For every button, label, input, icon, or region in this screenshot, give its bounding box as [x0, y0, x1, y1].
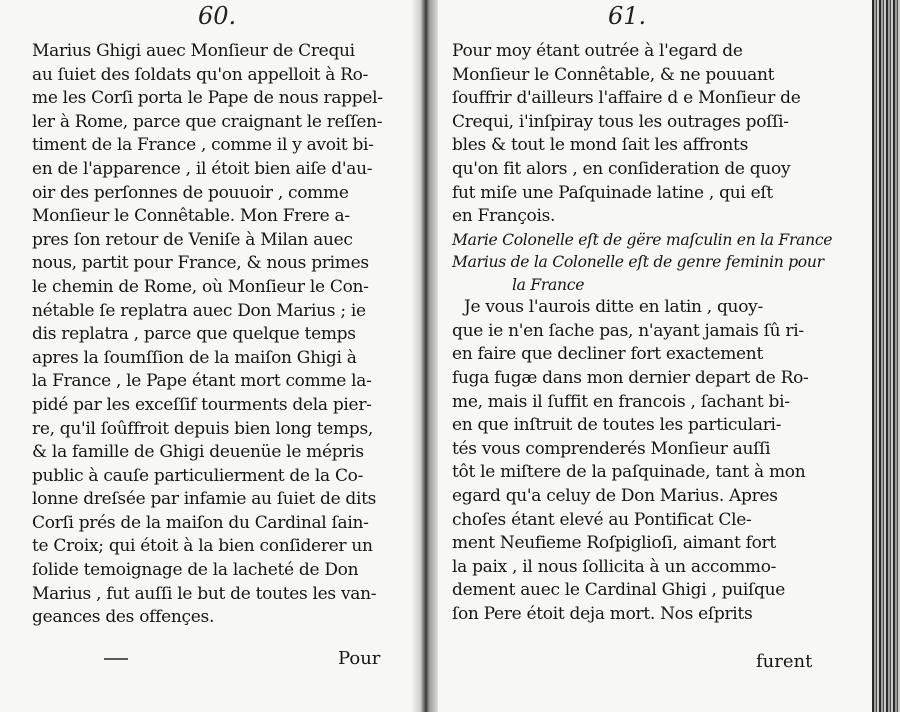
page-number-left: 60. — [198, 2, 237, 30]
text-line: dis replatra , parce que quelque temps — [32, 324, 356, 345]
book-gutter — [412, 0, 440, 712]
text-line: Marius , fut auſſi le but de toutes les van- — [32, 583, 377, 604]
text-line: fuga fugæ dans mon dernier depart de Ro- — [452, 368, 809, 389]
text-line: oir des perſonnes de pouuoir , comme — [32, 182, 349, 203]
text-line: la France , le Pape étant mort comme la- — [32, 371, 372, 392]
left-page — [0, 0, 424, 712]
text-line: en François. — [452, 206, 556, 227]
text-line: public à cauſe particulierment de la Co- — [32, 465, 364, 486]
text-line: te Croix; qui étoit à la bien conſiderer un — [32, 536, 373, 557]
text-line: me, mais il ſuffit en francois , ſachant bi- — [452, 391, 790, 412]
text-line: lonne dreſsée par infamie au ſuiet de dits — [32, 489, 377, 510]
catchword-right: furent — [756, 651, 813, 672]
text-line: au ſuiet des ſoldats qu'on appelloit à Ro- — [32, 64, 369, 85]
text-line: ſolide temoignage de la lacheté de Don — [32, 560, 359, 581]
text-line: Monſieur le Connêtable, & ne pouuant — [452, 64, 775, 85]
text-line: me les Corſi porta le Pape de nous rappel- — [32, 88, 383, 109]
text-line: ſouffrir d'ailleurs l'affaire d e Monſieur de — [452, 88, 801, 109]
text-line: & la famille de Ghigi deuenüe le mépris — [32, 442, 364, 463]
text-line: Crequi, i'inſpiray tous les outrages poſſi- — [452, 111, 789, 132]
text-line: tés vous comprenderés Monſieur auſſi — [452, 438, 771, 459]
text-line: Marius Ghigi auec Monſieur de Crequi — [32, 41, 355, 61]
text-line: nous, partit pour France, & nous primes — [32, 253, 369, 274]
text-line: bles & tout le mond ſait les affronts — [452, 135, 748, 156]
text-line: qu'on fit alors , en conſideration de quoy — [452, 158, 791, 179]
text-line: que ie n'en ſache pas, n'ayant jamais ſû ri- — [452, 320, 804, 341]
text-line: dement auec le Cardinal Ghigi , puiſque — [452, 580, 786, 601]
text-line: la paix , il nous ſollicita à un accommo- — [452, 556, 777, 577]
text-line: ſon Pere étoit deja mort. Nos eſprits — [452, 603, 753, 624]
text-line: Corſi prés de la maiſon du Cardinal ſain- — [32, 512, 369, 533]
page-edges — [872, 0, 900, 712]
left-page-text — [32, 40, 414, 630]
text-line: geances des offençes. — [32, 607, 215, 628]
text-line: en faire que decliner fort exactement — [452, 344, 763, 365]
text-line: fut miſe une Paſquinade latine , qui eſt — [452, 182, 773, 203]
text-line: Je vous l'aurois ditte en latin , quoy- — [464, 297, 763, 318]
pasquinade-title-line: Marius de la Colonelle eſt de genre feminin pour — [452, 253, 824, 272]
right-page — [438, 0, 880, 712]
page-number-right: 61. — [608, 2, 647, 30]
text-line: en que inſtruit de toutes les particulari- — [452, 415, 782, 436]
text-line: nétable ſe replatra auec Don Marius ; ie — [32, 300, 366, 321]
text-line: Monſieur le Connêtable. Mon Frere a- — [32, 206, 350, 227]
right-page-text — [452, 40, 833, 627]
text-line: tôt le miſtere de la paſquinade, tant à mon — [452, 462, 806, 483]
text-line: ment Neufieme Roſpiglioſi, aimant fort — [452, 533, 776, 554]
ink-mark — [104, 658, 128, 660]
text-line: pidé par les exceſſif tourments dela pier- — [32, 394, 372, 415]
text-line: en de l'apparence , il étoit bien aiſe d'au- — [32, 158, 373, 179]
text-line: apres la ſoumſſion de la maiſon Ghigi à — [32, 347, 357, 368]
text-line: ler à Rome, parce que craignant le reſſen- — [32, 111, 383, 132]
pasquinade-title-line: la France — [512, 275, 585, 294]
text-line: egard qu'a celuy de Don Marius. Apres — [452, 486, 778, 506]
text-line: re, qu'il ſoûffroit depuis bien long temps, — [32, 418, 373, 439]
text-line: le chemin de Rome, où Monſieur le Con- — [32, 276, 369, 297]
text-line: timent de la France , comme il y avoit bi- — [32, 135, 374, 156]
text-line: choſes étant elevé au Pontificat Cle- — [452, 509, 752, 530]
text-line: pres ſon retour de Veniſe à Milan auec — [32, 229, 353, 250]
catchword-left: Pour — [338, 648, 381, 669]
text-line: Pour moy étant outrée à l'egard de — [452, 41, 743, 61]
pasquinade-title-line: Marie Colonelle eſt de gëre maſculin en la France — [452, 230, 833, 249]
